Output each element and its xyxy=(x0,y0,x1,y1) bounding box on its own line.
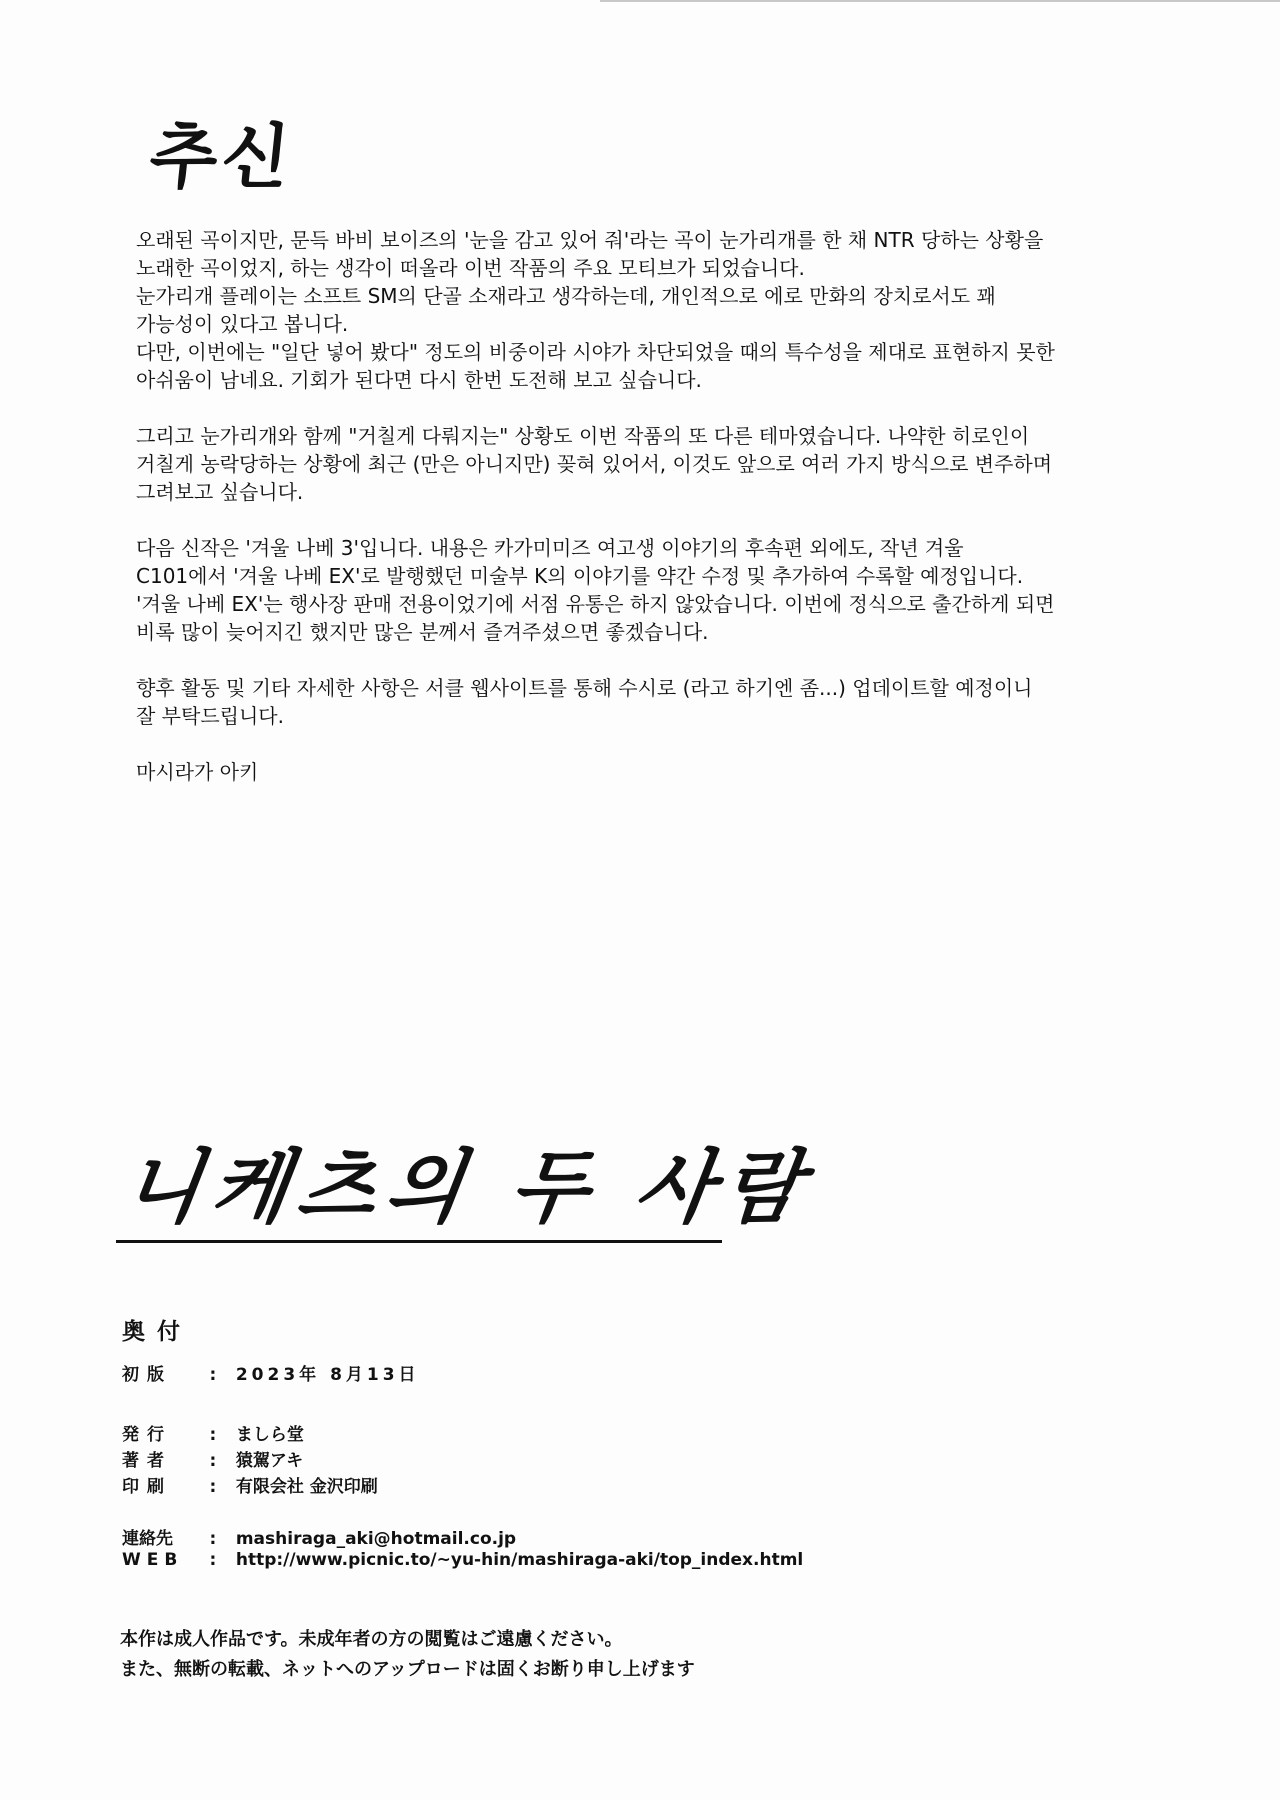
paragraph-line: 잘 부탁드립니다. xyxy=(136,704,284,728)
paragraph-4 xyxy=(136,674,1126,730)
colophon-value: ましら堂 xyxy=(235,1425,304,1445)
colophon-label: 連絡先 xyxy=(122,1529,173,1549)
paragraph-line: 그려보고 싶습니다. xyxy=(136,480,304,504)
paragraph-line: 가능성이 있다고 봅니다. xyxy=(136,312,349,336)
paragraph-line: C101에서 '겨울 나베 EX'로 발행했던 미술부 K의 이야기를 약간 수정 및 추가하여 수록할 예정입니다. xyxy=(136,564,1024,588)
paragraph-line: 노래한 곡이었지, 하는 생각이 떠올라 이번 작품의 주요 모티브가 되었습니다. xyxy=(136,256,805,280)
notice-line: 本作は成人作品です。未成年者の方の閲覧はご遠慮ください。 xyxy=(120,1629,623,1650)
colophon-row-web xyxy=(122,1550,803,1570)
paragraph-1 xyxy=(136,226,1126,394)
colophon-row-author xyxy=(122,1446,303,1471)
adult-content-notice xyxy=(120,1625,695,1685)
title-underline xyxy=(116,1240,722,1243)
postscript-heading: 추신 xyxy=(145,115,298,198)
signature: 마시라가 아키 xyxy=(136,760,259,784)
paragraph-2 xyxy=(136,422,1126,506)
colophon-separator: : xyxy=(209,1477,217,1497)
colophon-row-contact xyxy=(122,1524,516,1549)
paragraph-line: '겨울 나베 EX'는 행사장 판매 전용이었기에 서점 유통은 하지 않았습니다. 이번에 정식으로 출간하게 되면 xyxy=(136,592,1055,616)
colophon-separator: : xyxy=(209,1365,217,1385)
notice-line: また、無断の転載、ネットへのアップロードは固くお断り申し上げます xyxy=(120,1659,695,1680)
paragraph-line: 그리고 눈가리개와 함께 "거칠게 다뤄지는" 상황도 이번 작품의 또 다른 테마였습니다. 나약한 히로인이 xyxy=(136,424,1030,448)
website-url: http://www.picnic.to/~yu-hin/mashiraga-aki/top_index.html xyxy=(235,1550,804,1570)
paragraph-line: 향후 활동 및 기타 자세한 사항은 서클 웹사이트를 통해 수시로 (라고 하기엔 좀...) 업데이트할 예정이니 xyxy=(136,676,1033,700)
colophon-separator: : xyxy=(209,1529,217,1549)
colophon-value: 有限会社 金沢印刷 xyxy=(235,1477,378,1497)
scan-edge-line xyxy=(600,0,1280,2)
contact-email: mashiraga_aki@hotmail.co.jp xyxy=(235,1529,517,1549)
colophon-separator: : xyxy=(209,1425,217,1445)
colophon-value: 猿駕アキ xyxy=(235,1451,304,1471)
paragraph-line: 아쉬움이 남네요. 기회가 된다면 다시 한번 도전해 보고 싶습니다. xyxy=(136,368,702,392)
colophon-value: 2023年 8月13日 xyxy=(235,1365,420,1385)
colophon-label: 著者 xyxy=(122,1451,172,1471)
book-title: 니케츠의 두 사람 xyxy=(117,1141,818,1234)
paragraph-line: 다만, 이번에는 "일단 넣어 봤다" 정도의 비중이라 시야가 차단되었을 때의 특수성을 제대로 표현하지 못한 xyxy=(136,340,1055,364)
colophon-label: WEB xyxy=(122,1550,184,1570)
colophon-row-printer xyxy=(122,1472,378,1497)
paragraph-line: 거칠게 농락당하는 상황에 최근 (만은 아니지만) 꽂혀 있어서, 이것도 앞으로 여러 가지 방식으로 변주하며 xyxy=(136,452,1053,476)
paragraph-line: 오래된 곡이지만, 문득 바비 보이즈의 '눈을 감고 있어 줘'라는 곡이 눈가리개를 한 채 NTR 당하는 상황을 xyxy=(136,228,1044,252)
paragraph-3 xyxy=(136,534,1126,646)
colophon-separator: : xyxy=(209,1550,217,1570)
colophon-row-first-edition xyxy=(122,1360,420,1385)
colophon-label: 発行 xyxy=(122,1425,172,1445)
colophon-separator: : xyxy=(209,1451,217,1471)
postscript-body xyxy=(136,226,1126,814)
paragraph-line: 비록 많이 늦어지긴 했지만 많은 분께서 즐겨주셨으면 좋겠습니다. xyxy=(136,620,709,644)
paragraph-line: 눈가리개 플레이는 소프트 SM의 단골 소재라고 생각하는데, 개인적으로 에로 만화의 장치로서도 꽤 xyxy=(136,284,996,308)
colophon-label: 初版 xyxy=(122,1365,172,1385)
colophon-label: 印刷 xyxy=(122,1477,172,1497)
colophon-row-publisher xyxy=(122,1420,304,1445)
colophon-title: 奥付 xyxy=(122,1319,192,1345)
paragraph-line: 다음 신작은 '겨울 나베 3'입니다. 내용은 카가미미즈 여고생 이야기의 후속편 외에도, 작년 겨울 xyxy=(136,536,964,560)
